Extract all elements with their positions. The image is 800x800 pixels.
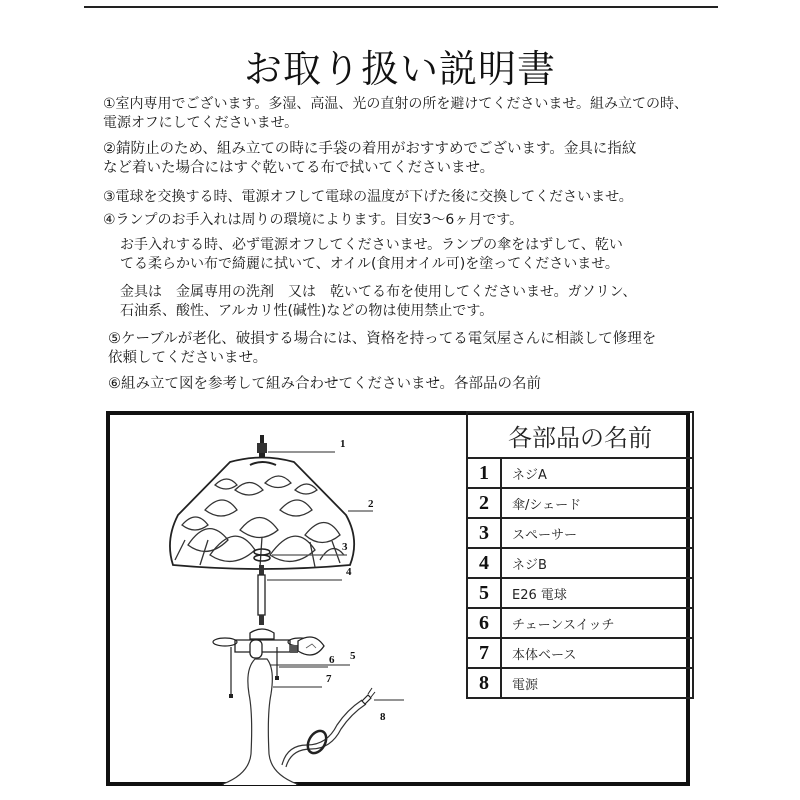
instruction-2-line-2: など着いた場合にはすぐ乾いてる布で拭いてくださいませ。: [103, 160, 495, 176]
threaded-rod-icon: [258, 565, 265, 625]
parts-table: [466, 411, 694, 699]
part-name: チェーンスイッチ: [501, 608, 693, 638]
instruction-3: ③電球を交換する時、電源オフして電球の温度が下げた後に交換してくださいませ。: [103, 189, 633, 205]
part-number: 3: [467, 518, 501, 548]
instruction-4-cleaning-line-2: てる柔らかい布で綺麗に拭いて、オイル(食用オイル可)を塗ってくださいませ。: [120, 256, 619, 272]
instruction-4-metal-line-2: 石油系、酸性、アルカリ性(碱性)などの物は使用禁止です。: [120, 303, 494, 319]
table-row: [467, 488, 693, 518]
socket-cluster-icon: [213, 629, 312, 658]
instruction-2: [103, 140, 636, 178]
callout-label-7: 7: [326, 673, 332, 685]
instruction-5-line-1: ⑤ケーブルが老化、破損する場合には、資格を持ってる電気屋さんに相談して修理を: [108, 331, 657, 347]
part-number: 5: [467, 578, 501, 608]
lamp-assembly-diagram: [110, 415, 465, 785]
part-name: ネジA: [501, 458, 693, 488]
callout-label-1: 1: [340, 438, 346, 450]
instruction-2-line-1: ②錆防止のため、組み立ての時に手袋の着用がおすすめでございます。金具に指紋: [103, 141, 637, 157]
callout-label-8: 8: [380, 711, 386, 723]
part-number: 6: [467, 608, 501, 638]
table-row: [467, 458, 693, 488]
part-number: 1: [467, 458, 501, 488]
table-row: [467, 548, 693, 578]
table-row: [467, 518, 693, 548]
page-title: お取り扱い説明書: [243, 47, 556, 91]
instruction-4-metal-line-1: 金具は 金属専用の洗剤 又は 乾いてる布を使用してくださいませ。ガソリン、: [120, 284, 637, 300]
instruction-1-line-1: ①室内専用でございます。多湿、高温、光の直射の所を避けてくださいませ。組み立ての時、: [103, 96, 689, 112]
instruction-6: ⑥組み立て図を参考して組み合わせてくださいませ。各部品の名前: [108, 376, 542, 392]
part-number: 4: [467, 548, 501, 578]
part-number: 8: [467, 668, 501, 698]
callout-label-5: 5: [350, 650, 356, 662]
instruction-1-line-2: 電源オフにしてくださいませ。: [103, 115, 299, 131]
part-name: 本体ベース: [501, 638, 693, 668]
part-name: E26 電球: [501, 578, 693, 608]
instruction-4-cleaning-line-1: お手入れする時、必ず電源オフしてくださいませ。ランプの傘をはずして、乾い: [120, 237, 623, 253]
table-row: [467, 668, 693, 698]
finial-screw-icon: [257, 435, 267, 457]
table-row: [467, 608, 693, 638]
top-divider: [84, 6, 718, 8]
part-number: 2: [467, 488, 501, 518]
part-name: 傘/シェード: [501, 488, 693, 518]
part-name: 電源: [501, 668, 693, 698]
instruction-4-metal: [120, 283, 636, 321]
instruction-5-line-2: 依頼してくださいませ。: [108, 350, 268, 366]
parts-table-header: 各部品の名前: [467, 412, 693, 458]
instruction-1: [103, 95, 688, 133]
parts-table-header-row: [467, 412, 693, 458]
callout-label-6: 6: [329, 654, 335, 666]
table-row: [467, 578, 693, 608]
table-row: [467, 638, 693, 668]
instruction-4-cleaning: [120, 236, 623, 274]
part-name: スペーサー: [501, 518, 693, 548]
part-name: ネジB: [501, 548, 693, 578]
lamp-shade-icon: [170, 458, 354, 570]
part-number: 7: [467, 638, 501, 668]
light-bulb-icon: [290, 637, 324, 655]
instruction-5: [108, 330, 656, 368]
callout-label-3: 3: [342, 541, 348, 553]
callout-label-4: 4: [346, 566, 352, 578]
instruction-4: ④ランプのお手入れは周りの環境によります。目安3〜6ヶ月です。: [103, 212, 524, 228]
power-cord-icon: [282, 688, 375, 767]
callout-label-2: 2: [368, 498, 374, 510]
